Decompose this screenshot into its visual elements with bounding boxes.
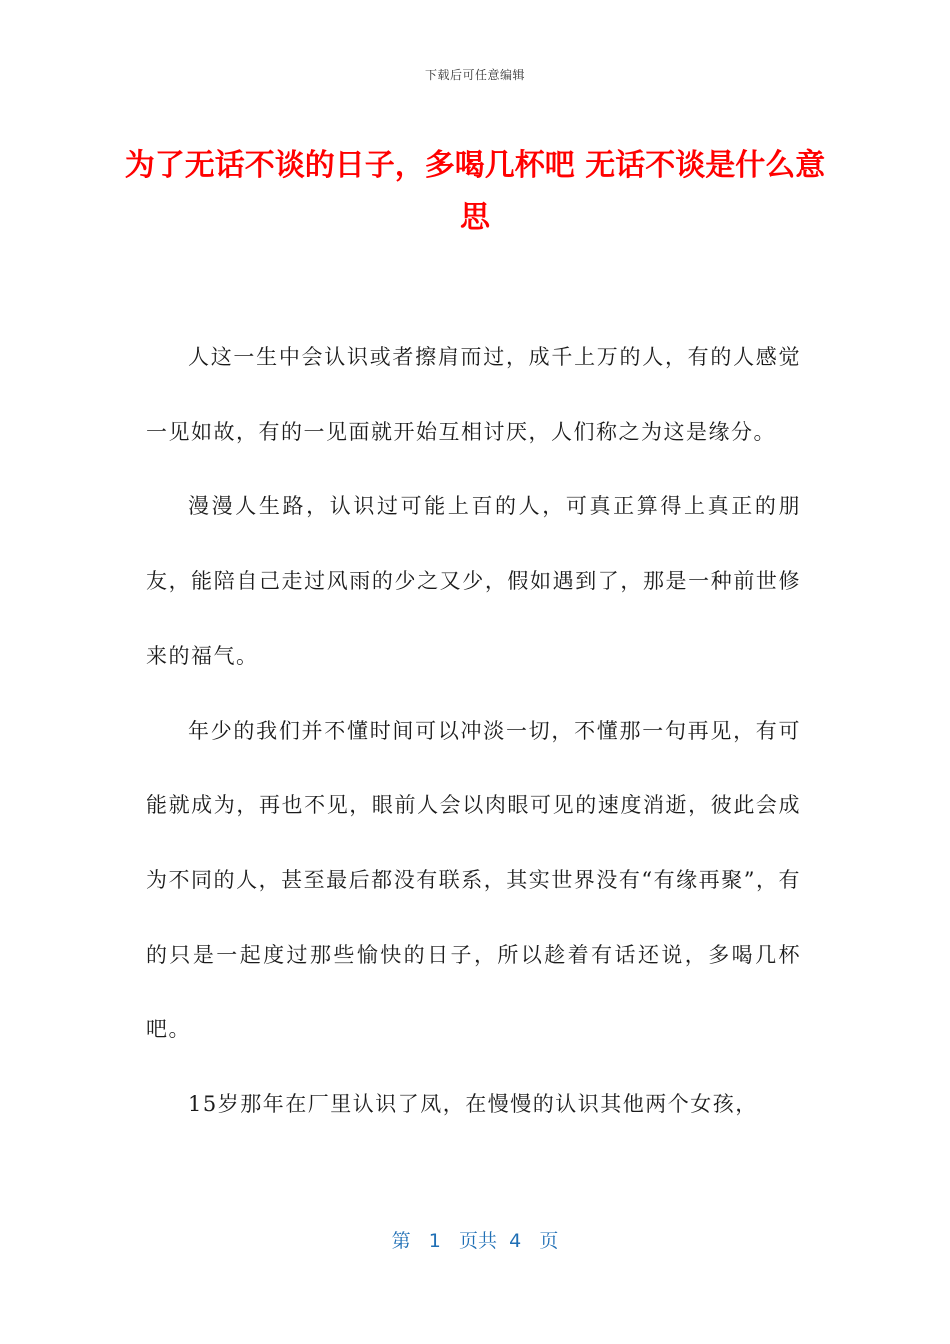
paragraph-1: 人这一生中会认识或者擦肩而过，成千上万的人，有的人感觉一见如故，有的一见面就开始互相讨厌，人们称之为这是缘分。 xyxy=(146,345,801,444)
footer-total-pages: 4 xyxy=(509,1230,522,1252)
footer-suffix: 页 xyxy=(539,1230,559,1252)
footer-prefix: 第 xyxy=(391,1230,411,1252)
page-footer xyxy=(0,1226,950,1253)
document-body xyxy=(146,320,801,1142)
footer-middle: 页共 xyxy=(459,1230,498,1252)
paragraph-4: 15岁那年在厂里认识了凤，在慢慢的认识其他两个女孩， xyxy=(188,1092,758,1117)
document-title: 为了无话不谈的日子，多喝几杯吧 无话不谈是什么意思 xyxy=(124,148,826,235)
header-note: 下载后可任意编辑 xyxy=(424,68,525,82)
footer-current-page: 1 xyxy=(428,1230,441,1252)
paragraph-2: 漫漫人生路，认识过可能上百的人，可真正算得上真正的朋友，能陪自己走过风雨的少之又少，假如遇到了，那是一种前世修来的福气。 xyxy=(146,494,801,668)
paragraph-3: 年少的我们并不懂时间可以冲淡一切，不懂那一句再见，有可能就成为，再也不见，眼前人会以肉眼可见的速度消逝，彼此会成为不同的人，甚至最后都没有联系，其实世界没有“有缘再聚”，有的只是一起度过那些愉快的日子，所以趁着有话还说，多喝几杯吧。 xyxy=(146,718,801,1042)
